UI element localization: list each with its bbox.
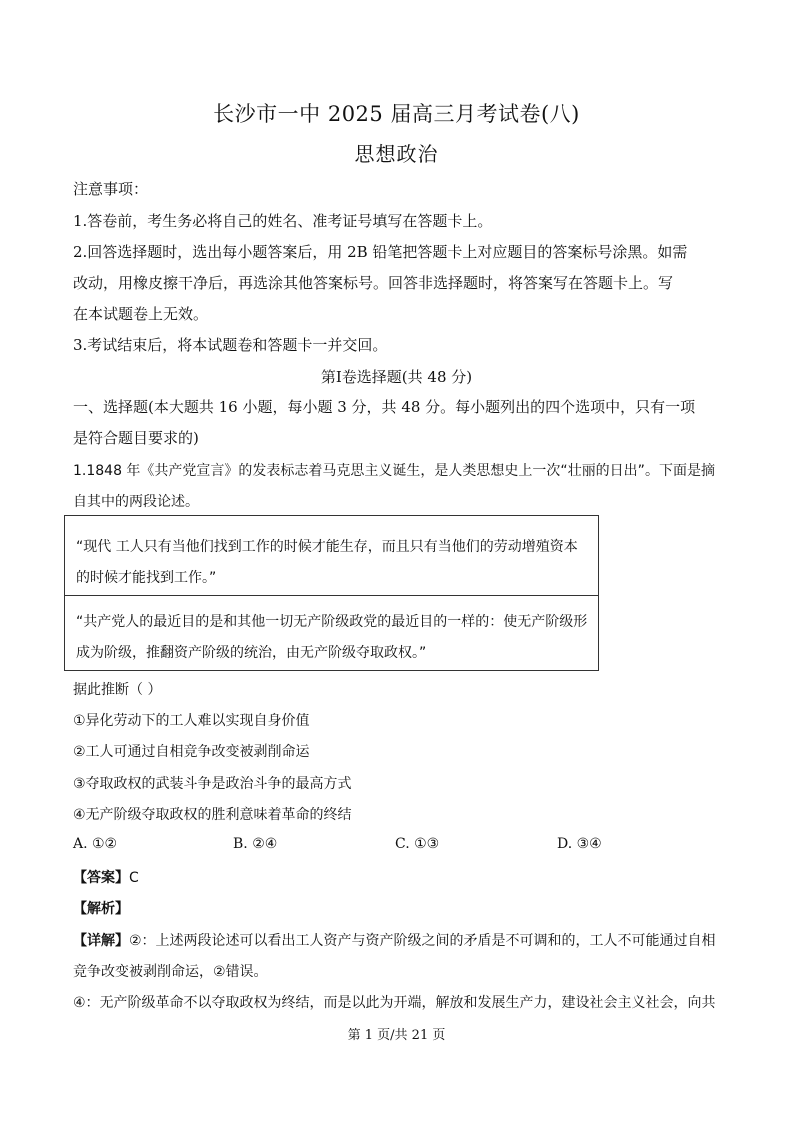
- statement-1: ①异化劳动下的工人难以实现自身价值: [73, 713, 310, 729]
- answer-line: [73, 867, 139, 887]
- section-title: 第Ⅰ卷选择题(共 48 分): [320, 368, 473, 386]
- question-prompt: 据此推断（ ）: [73, 682, 162, 698]
- option-a: A. ①②: [73, 836, 118, 852]
- answer-tag: 【答案】: [73, 870, 129, 886]
- quote-table: [64, 515, 599, 671]
- notice-item-2-line-1: 2.回答选择题时，选出每小题答案后，用 2B 铅笔把答题卡上对应题目的答案标号涂黑。如需: [73, 243, 688, 261]
- answer-value: C: [129, 870, 139, 886]
- option-b: B. ②④: [233, 836, 278, 852]
- notice-heading: 注意事项：: [73, 180, 149, 198]
- quote-1-line-1: “现代 工人只有当他们找到工作的时候才能生存，而且只有当他们的劳动增殖资本: [76, 539, 578, 555]
- question-stem-line-2: 自其中的两段论述。: [73, 494, 199, 510]
- detail-text-1: ②：上述两段论述可以看出工人资产与资产阶级之间的矛盾是不可调和的，工人不可能通过自相: [129, 933, 716, 949]
- statement-4: ④无产阶级夺取政权的胜利意味着革命的终结: [73, 807, 352, 823]
- notice-item-2-line-3: 在本试题卷上无效。: [73, 305, 209, 323]
- question-stem-line-1: 1.1848 年《共产党宣言》的发表标志着马克思主义诞生，是人类思想史上一次“壮丽的日出”。下面是摘: [73, 463, 715, 479]
- detail-line-3: ④：无产阶级革命不以夺取政权为终结，而是以此为开端，解放和发展生产力，建设社会主义社会，向共: [73, 995, 716, 1011]
- quote-2-line-2: 成为阶级，推翻资产阶级的统治，由无产阶级夺取政权。”: [76, 645, 427, 661]
- quote-divider: [65, 595, 598, 596]
- exam-title: 长沙市一中 2025 届高三月考试卷(八): [213, 102, 580, 126]
- section-intro-line-2: 是符合题目要求的): [73, 429, 199, 447]
- statement-3: ③夺取政权的武装斗争是政治斗争的最高方式: [73, 776, 352, 792]
- quote-2-line-1: “共产党人的最近目的是和其他一切无产阶级政党的最近目的一样的：使无产阶级形: [76, 614, 588, 630]
- option-d: D. ③④: [557, 836, 602, 852]
- subject-title: 思想政治: [354, 142, 439, 166]
- option-c: C. ①③: [395, 836, 440, 852]
- detail-tag: 【详解】: [73, 933, 129, 949]
- detail-line-1: [73, 930, 716, 950]
- section-intro-line-1: 一、选择题(本大题共 16 小题，每小题 3 分，共 48 分。每小题列出的四个选项中，只有一项: [73, 398, 696, 416]
- notice-item-2-line-2: 改动，用橡皮擦干净后，再选涂其他答案标号。回答非选择题时，将答案写在答题卡上。写: [73, 274, 674, 292]
- notice-item-3: 3.考试结束后，将本试题卷和答题卡一并交回。: [73, 336, 388, 354]
- quote-1-line-2: 的时候才能找到工作。”: [76, 570, 217, 586]
- analysis-line: [73, 898, 129, 918]
- detail-line-2: 竞争改变被剥削命运，②错误。: [73, 964, 268, 980]
- statement-2: ②工人可通过自相竞争改变被剥削命运: [73, 744, 310, 760]
- page-footer: 第 1 页/共 21 页: [347, 1028, 446, 1043]
- analysis-tag: 【解析】: [73, 901, 129, 917]
- notice-item-1: 1.答卷前，考生务必将自己的姓名、准考证号填写在答题卡上。: [73, 212, 493, 230]
